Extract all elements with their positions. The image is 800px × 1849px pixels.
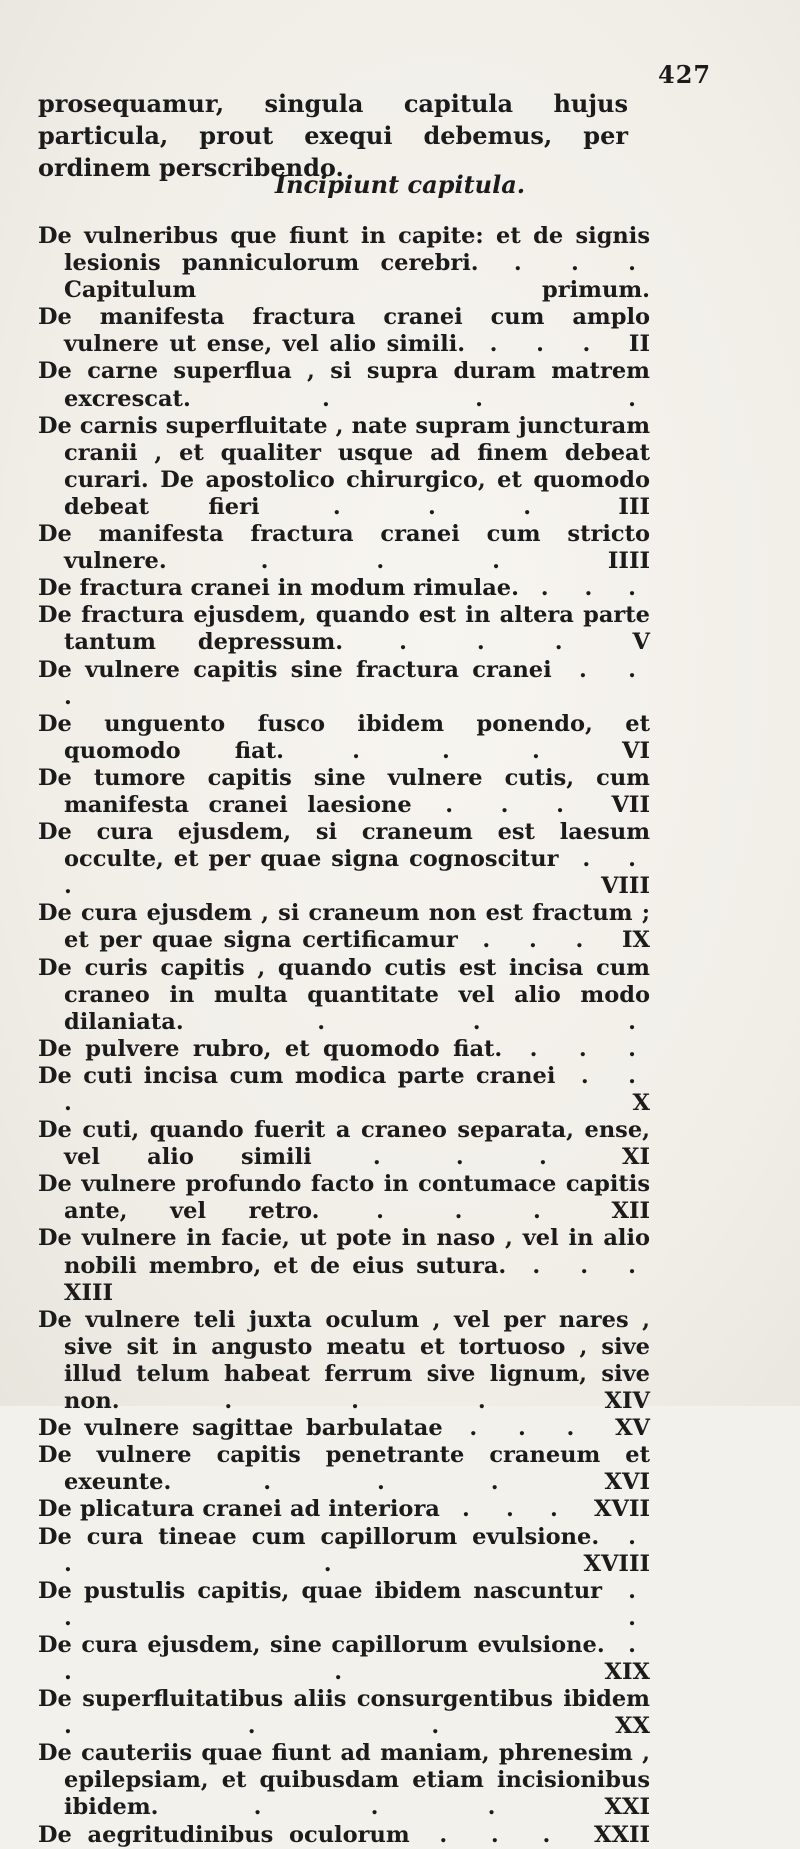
chapter-entry: [38, 1496, 650, 1523]
chapter-number: X: [632, 1090, 650, 1116]
chapter-entry: [38, 521, 650, 575]
chapter-title: De pulvere rubro, et quomodo fiat.: [38, 1035, 503, 1062]
leader-dots: . . .: [64, 1713, 616, 1740]
chapter-title: De vulnere teli juxta oculum , vel per nares , sive sit in angusto meatu et tortuoso , sive illud telum habeat ferrum sive lignum, sive non.: [38, 1306, 650, 1415]
chapter-entry: [38, 602, 650, 656]
chapter-entry: [38, 1307, 650, 1415]
chapter-number: XII: [611, 1198, 650, 1225]
leader-dots: . . .: [158, 1794, 605, 1821]
chapter-entry: [38, 413, 650, 521]
chapter-title: De vulnere capitis penetrante craneum et exeunte.: [38, 1442, 650, 1496]
leader-dots: . . .: [319, 1198, 612, 1225]
leader-dots: . . .: [518, 575, 651, 602]
chapter-number: IX: [622, 927, 650, 954]
chapter-number: XVII: [594, 1496, 650, 1523]
chapter-number: IIII: [607, 548, 650, 575]
chapter-entry: [38, 711, 650, 765]
leader-dots: . . .: [465, 331, 629, 358]
chapter-number: Capitulum primum.: [64, 277, 650, 304]
chapter-title: De fractura cranei in modum rimulae.: [38, 575, 519, 602]
chapter-number: XIII: [64, 1279, 114, 1306]
leader-dots: . . .: [442, 1415, 616, 1442]
chapter-number: XXI: [604, 1794, 650, 1821]
chapter-title: De cura ejusdem, sine capillorum evulsione.: [38, 1631, 605, 1658]
page-number: 427: [658, 60, 712, 89]
chapter-title: De cura tineae cum capillorum evulsione.: [38, 1523, 600, 1550]
leader-dots: . . .: [478, 250, 651, 277]
intro-paragraph: prosequamur, singula capitula hujus particula, prout exequi debemus, per ordinem perscribendo.: [38, 89, 628, 182]
chapter-number: VII: [611, 791, 650, 818]
chapter-title: De vulnere profundo facto in contumace capitis ante, vel retro.: [38, 1171, 650, 1225]
leader-dots: . . .: [64, 1523, 650, 1577]
chapter-number: XVI: [604, 1469, 650, 1496]
leader-dots: . . .: [343, 629, 633, 656]
chapter-title: De tumore capitis sine vulnere cutis, cum manifesta cranei laesione: [38, 764, 650, 818]
chapter-title: De vulneribus que fiunt in capite: et de signis lesionis panniculorum cerebri.: [38, 223, 650, 277]
leader-dots: . . .: [259, 493, 619, 520]
chapter-title: De superfluitatibus aliis consurgentibus ibidem: [38, 1686, 650, 1713]
leader-dots: . . .: [283, 737, 622, 764]
leader-dots: . . .: [311, 1144, 622, 1171]
chapter-entry: [38, 1225, 650, 1306]
leader-dots: . . .: [457, 927, 623, 954]
chapter-title: De carne superflua , si supra duram matrem excrescat.: [38, 358, 650, 412]
chapter-number: XXII: [594, 1821, 650, 1848]
leader-dots: . . .: [506, 1252, 651, 1279]
chapter-title: De vulnere in facie, ut pote in naso , vel in alio nobili membro, et de eius sutura.: [38, 1225, 650, 1279]
chapter-title: De vulnere sagittae barbulatae: [38, 1415, 443, 1442]
leader-dots: . . .: [64, 1631, 651, 1685]
chapter-entry: [38, 1442, 650, 1496]
chapter-number: II: [628, 331, 650, 358]
chapter-number: VIII: [600, 873, 650, 900]
chapter-list: [38, 223, 650, 1849]
chapter-title: De plicatura cranei ad interiora: [38, 1496, 440, 1523]
chapter-entry: [38, 223, 650, 304]
chapter-title: De cuti, quando fuerit a craneo separata, ense, vel alio simili: [38, 1117, 650, 1171]
chapter-entry: [38, 304, 650, 358]
chapter-title: De unguento fusco ibidem ponendo, et quomodo fiat.: [38, 710, 650, 764]
chapter-title: De vulnere capitis sine fractura cranei: [38, 656, 552, 683]
chapter-number: VI: [622, 737, 650, 764]
chapter-entry: [38, 1822, 650, 1849]
chapter-entry: [38, 1063, 650, 1117]
chapter-number: XI: [622, 1144, 650, 1171]
chapter-entry: [38, 1578, 650, 1632]
leader-dots: . . .: [190, 385, 650, 412]
leader-dots: . . .: [64, 846, 650, 900]
chapter-title: De fractura ejusdem, quando est in altera parte tantum depressum.: [38, 602, 650, 656]
chapter-title: De aegritudinibus oculorum: [38, 1821, 410, 1848]
chapter-entry: [38, 575, 650, 602]
chapter-entry: [38, 1171, 650, 1225]
leader-dots: . . .: [183, 1008, 650, 1035]
chapter-entry: [38, 1117, 650, 1171]
leader-dots: . . .: [119, 1388, 605, 1415]
chapter-title: De curis capitis , quando cutis est incisa cum craneo in multa quantitate vel alio modo dilaniata.: [38, 954, 650, 1035]
leader-dots: . . .: [64, 1577, 650, 1631]
chapter-entry: [38, 765, 650, 819]
chapter-entry: [38, 955, 650, 1036]
section-heading: Incipiunt capitula.: [274, 170, 526, 199]
chapter-entry: [38, 1686, 650, 1740]
chapter-entry: [38, 1740, 650, 1821]
leader-dots: . . .: [64, 656, 650, 710]
chapter-entry: [38, 358, 650, 412]
chapter-number: XX: [615, 1713, 650, 1740]
chapter-title: De manifesta fractura cranei cum amplo vulnere ut ense, vel alio simili.: [38, 304, 650, 358]
leader-dots: . . .: [411, 791, 612, 818]
chapter-title: De carnis superfluitate , nate supram juncturam cranii , et qualiter usque ad finem debeat curari. De apostolico chirurgico, et quomodo debeat fieri: [38, 412, 650, 520]
leader-dots: . . .: [64, 1062, 650, 1116]
chapter-entry: [38, 1524, 650, 1578]
chapter-number: XIV: [604, 1388, 650, 1415]
chapter-title: De pustulis capitis, quae ibidem nascuntur: [38, 1577, 603, 1604]
chapter-entry: [38, 900, 650, 954]
chapter-entry: [38, 819, 650, 900]
leader-dots: . . .: [171, 1469, 605, 1496]
chapter-title: De manifesta fractura cranei cum stricto vulnere.: [38, 521, 650, 575]
chapter-number: V: [632, 629, 650, 656]
leader-dots: . . .: [166, 548, 608, 575]
leader-dots: . . .: [439, 1496, 595, 1523]
chapter-title: De cuti incisa cum modica parte cranei: [38, 1062, 556, 1089]
leader-dots: . . .: [502, 1035, 651, 1062]
chapter-title: De cauteriis quae fiunt ad maniam, phrenesim , epilepsiam, et quibusdam etiam incisionibus ibidem.: [38, 1740, 650, 1821]
chapter-entry: [38, 1036, 650, 1063]
chapter-number: XIX: [604, 1658, 650, 1685]
chapter-number: XVIII: [583, 1550, 650, 1577]
chapter-entry: [38, 1632, 650, 1686]
chapter-number: XV: [615, 1415, 650, 1442]
chapter-title: De cura ejusdem, si craneum est laesum occulte, et per quae signa cognoscitur: [38, 819, 650, 873]
chapter-entry: [38, 1415, 650, 1442]
leader-dots: . . .: [409, 1821, 595, 1848]
chapter-number: III: [618, 493, 650, 520]
chapter-entry: [38, 657, 650, 711]
chapter-title: De cura ejusdem , si craneum non est fractum ; et per quae signa certificamur: [38, 900, 650, 954]
